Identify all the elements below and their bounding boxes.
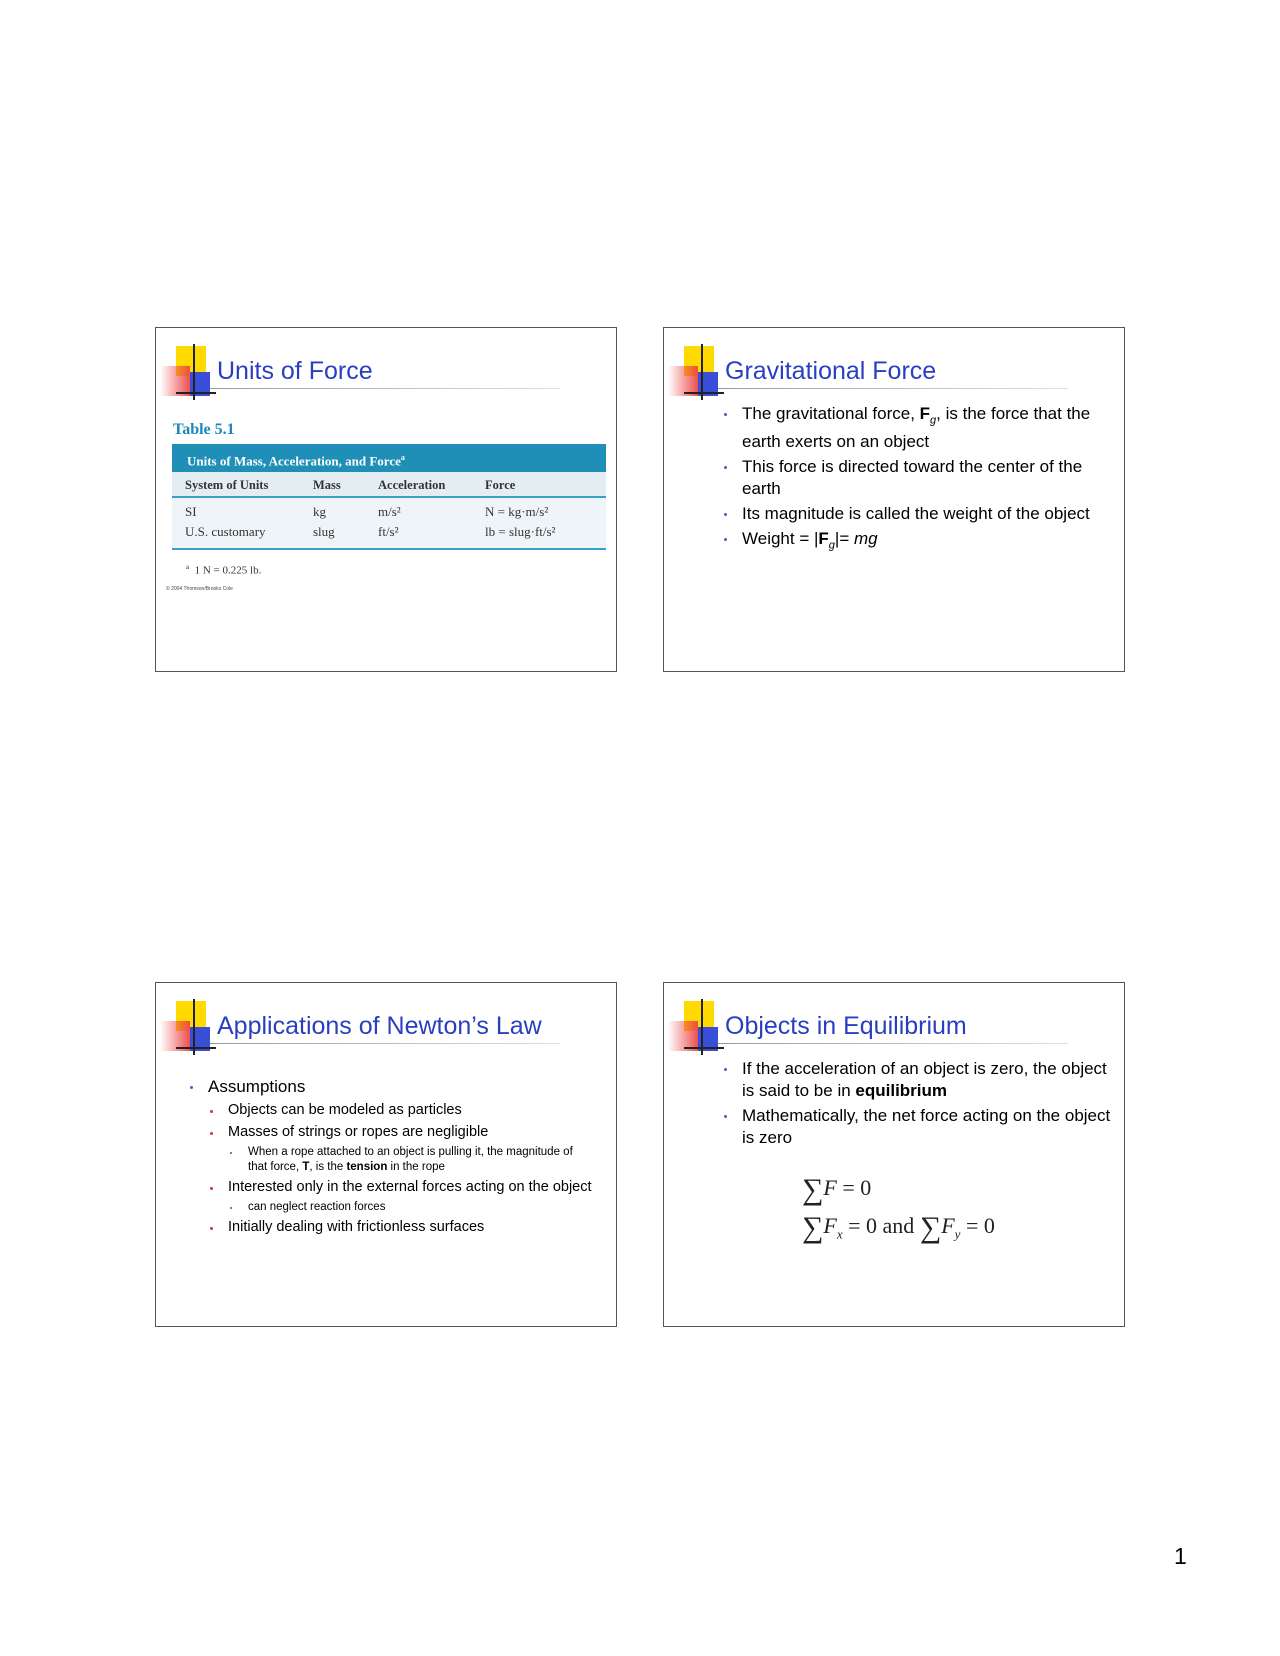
table-cell: SI	[185, 504, 197, 519]
slide-title: Applications of Newton’s Law	[217, 1012, 542, 1040]
var-F: F	[823, 1213, 837, 1238]
slide-title: Gravitational Force	[725, 357, 937, 385]
bold-term: tension	[346, 1161, 388, 1173]
subscript: g	[930, 414, 937, 427]
formula-mg: mg	[854, 529, 878, 549]
table-cell: lb = slug·ft/s²	[485, 524, 556, 539]
slide-applications-of-newtons-law	[155, 982, 617, 1327]
list-item: can neglect reaction forces	[228, 1200, 593, 1215]
equation-components	[802, 1211, 995, 1245]
subscript: g	[828, 539, 835, 552]
list-item: Objects can be modeled as particles	[208, 1101, 593, 1120]
text: , is the	[309, 1161, 347, 1173]
list-item: Masses of strings or ropes are negligible	[208, 1123, 593, 1142]
list-item	[722, 403, 1112, 453]
table-caption	[172, 444, 606, 472]
equals-zero: = 0	[960, 1213, 995, 1238]
subscript-x: x	[836, 1226, 843, 1242]
text: When a rope attached to an object is pulling it, the magnitude of that force,	[248, 1146, 573, 1173]
list-item: Mathematically, the net force acting on the object is zero	[722, 1105, 1112, 1149]
list-item	[228, 1145, 593, 1175]
text: in the rope	[387, 1161, 445, 1173]
list-item: Interested only in the external forces acting on the object	[208, 1178, 593, 1197]
table-body	[172, 498, 606, 550]
slide-logo-icon	[668, 999, 728, 1057]
table-cell: N = kg·m/s²	[485, 504, 549, 519]
force-symbol: F	[818, 529, 829, 549]
text: The gravitational force,	[742, 404, 920, 423]
page-number: 1	[1174, 1543, 1187, 1569]
tension-symbol: T	[302, 1161, 310, 1173]
and-word: and	[877, 1213, 920, 1238]
footnote-mark: a	[186, 563, 190, 571]
sigma-symbol: ∑	[802, 1211, 824, 1244]
list-item: Assumptions	[188, 1076, 593, 1098]
list-item	[722, 528, 1112, 556]
equation-net-force	[802, 1173, 871, 1207]
bullet-list	[188, 1076, 593, 1240]
bullet-list	[722, 1058, 1112, 1152]
equals-zero: = 0	[842, 1213, 878, 1238]
list-item	[722, 1058, 1112, 1102]
table-header-row	[172, 472, 606, 498]
subscript-y: y	[954, 1226, 961, 1242]
table-cell: slug	[313, 524, 335, 539]
slide-logo-icon	[160, 344, 220, 402]
table-header-cell: Mass	[313, 478, 341, 492]
var-F: F	[941, 1213, 955, 1238]
title-divider	[718, 388, 1068, 389]
title-divider	[210, 1043, 560, 1044]
bullet-list	[722, 403, 1112, 560]
table-caption-text: Units of Mass, Acceleration, and Force	[187, 453, 401, 469]
table-header-cell: Force	[485, 478, 516, 492]
equals-zero: = 0	[836, 1175, 872, 1200]
text: |=	[834, 529, 854, 549]
table-cell: kg	[313, 504, 326, 519]
table-label: Table 5.1	[173, 421, 235, 438]
slide-objects-in-equilibrium	[663, 982, 1125, 1327]
text: Weight = |	[742, 529, 819, 549]
table-cell: U.S. customary	[185, 524, 266, 539]
slide-gravitational-force	[663, 327, 1125, 672]
slide-title: Units of Force	[217, 357, 373, 385]
list-item: Its magnitude is called the weight of the object	[722, 503, 1112, 525]
table-caption-sup: a	[400, 453, 405, 462]
list-item: This force is directed toward the center of the earth	[722, 456, 1112, 500]
copyright: © 2004 Thomson/Brooks Cole	[166, 586, 233, 592]
footnote-text: 1 N = 0.225 lb.	[194, 564, 262, 577]
slide-logo-icon	[160, 999, 220, 1057]
sigma-symbol: ∑	[802, 1173, 824, 1206]
text: If the acceleration of an object is zero, the object is said to be in	[742, 1059, 1107, 1100]
table-footnote	[186, 563, 261, 577]
bold-term: equilibrium	[855, 1081, 948, 1100]
slide-logo-icon	[668, 344, 728, 402]
list-item: Initially dealing with frictionless surfaces	[208, 1218, 593, 1237]
force-symbol: F	[919, 404, 931, 423]
table-header-cell: Acceleration	[378, 478, 446, 492]
table-header-cell: System of Units	[185, 478, 269, 492]
table-cell: m/s²	[378, 504, 401, 519]
title-divider	[210, 388, 560, 389]
table-cell: ft/s²	[378, 524, 399, 539]
slide-title: Objects in Equilibrium	[725, 1012, 967, 1040]
title-divider	[718, 1043, 1068, 1044]
var-F: F	[823, 1175, 837, 1200]
text: , is the force that the earth exerts on an object	[742, 404, 1091, 452]
slide-units-of-force	[155, 327, 617, 672]
sigma-symbol: ∑	[919, 1211, 942, 1244]
